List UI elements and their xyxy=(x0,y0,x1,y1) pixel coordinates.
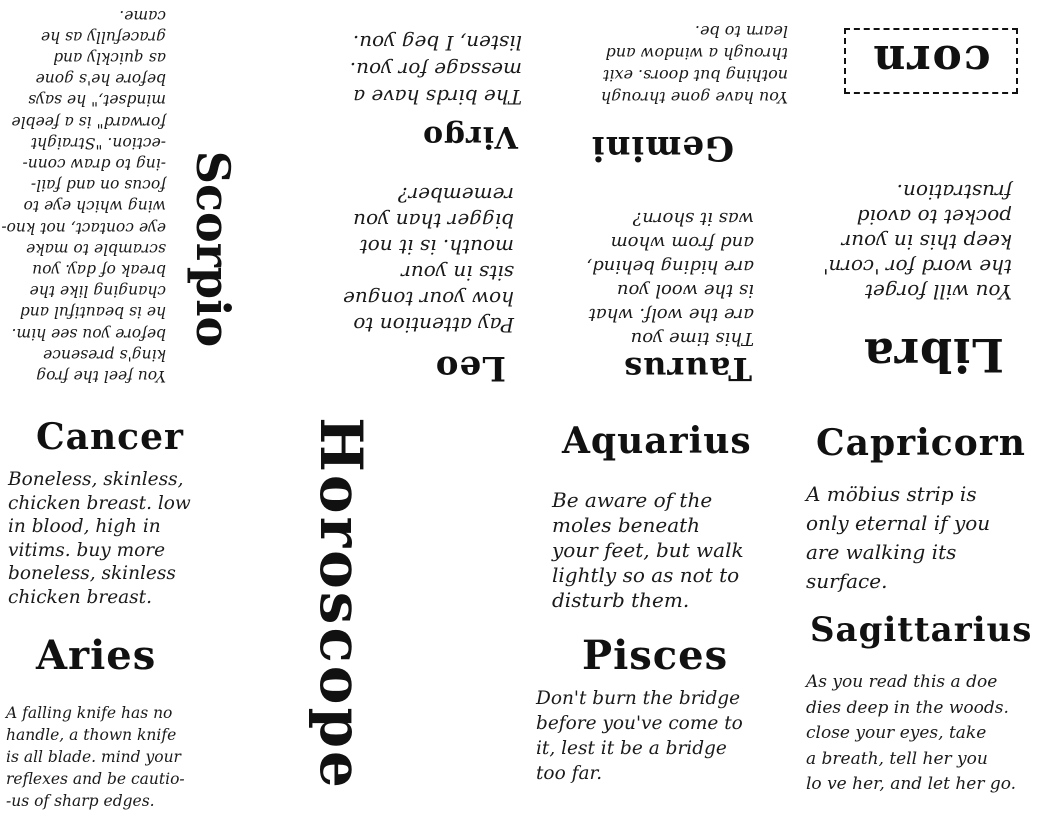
text-line: dies deep in the woods. xyxy=(806,697,1009,718)
text-line: wing which eye to xyxy=(23,197,166,216)
text-line: through a window and xyxy=(605,44,788,63)
text-line: mindset," he says xyxy=(28,91,166,110)
libra-text xyxy=(800,179,1012,304)
text-line: surface. xyxy=(806,569,888,593)
text-line: king's presence xyxy=(43,345,166,364)
text-line: You feel the frog xyxy=(36,367,166,385)
text-line: chicken breast. low xyxy=(8,492,191,514)
text-line: are the wolf. what xyxy=(588,304,754,325)
text-line: and from whom xyxy=(610,232,754,253)
text-line: before he's gone xyxy=(35,70,166,89)
text-line: You will forget xyxy=(864,280,1012,304)
aquarius-text xyxy=(552,488,792,613)
text-line: chicken breast. xyxy=(8,586,152,608)
leo-virgo-panel xyxy=(258,0,528,400)
text-line: Don't burn the bridge xyxy=(536,688,741,709)
text-line: as quickly and xyxy=(53,48,166,67)
text-line: boneless, skinless xyxy=(8,563,176,585)
text-line: a breath, tell her you xyxy=(806,748,988,769)
text-line: scramble to make xyxy=(26,239,166,258)
text-line: A falling knife has no xyxy=(6,704,173,722)
text-line: listen, I beg you. xyxy=(352,31,522,55)
virgo-title: Virgo xyxy=(422,119,518,154)
text-line: keep this in your xyxy=(841,230,1012,254)
text-line: your feet, but walk xyxy=(552,538,744,562)
gemini-title: Gemini xyxy=(590,128,734,168)
sagittarius-panel xyxy=(800,604,1056,816)
aries-text xyxy=(6,702,252,812)
aquarius-title: Aquarius xyxy=(562,420,752,462)
text-line: disturb them. xyxy=(552,588,690,612)
libra-panel xyxy=(800,0,1056,400)
text-line: -us of sharp edges. xyxy=(6,792,155,810)
text-line: moles beneath xyxy=(552,513,701,537)
text-line: The birds have a xyxy=(353,85,522,109)
corn-label: corn xyxy=(871,35,991,87)
text-line: eye contact, not kno- xyxy=(1,218,166,237)
text-line: frustration. xyxy=(896,180,1012,204)
sagittarius-text xyxy=(806,670,1056,798)
taurus-text xyxy=(530,206,754,350)
text-line: lightly so as not to xyxy=(552,563,740,587)
taurus-title: Taurus xyxy=(623,350,752,388)
text-line: lo ve her, and let her go. xyxy=(806,774,1017,794)
virgo-text xyxy=(258,29,522,110)
text-line: too far. xyxy=(536,763,603,784)
text-line: he is beautiful and xyxy=(19,303,166,322)
gemini-text xyxy=(530,20,788,108)
text-line: Boneless, skinless, xyxy=(8,469,184,490)
page-title: Horoscope xyxy=(307,417,375,791)
cancer-panel xyxy=(0,412,252,622)
text-line: before you've come to xyxy=(536,713,743,734)
text-line: focus on and fail- xyxy=(30,176,166,195)
horoscope-heading xyxy=(300,417,382,800)
text-line: Pay attention to xyxy=(353,313,514,337)
text-line: vitims. buy more xyxy=(8,539,166,561)
text-line: As you read this a doe xyxy=(806,672,998,692)
capricorn-text xyxy=(806,480,1056,596)
leo-text xyxy=(258,182,514,338)
text-line: pocket to avoid xyxy=(856,205,1012,229)
pisces-text xyxy=(536,686,792,786)
text-line: came. xyxy=(119,6,166,25)
sagittarius-title: Sagittarius xyxy=(810,610,1033,650)
capricorn-title: Capricorn xyxy=(816,422,1026,464)
text-line: changing like the xyxy=(29,282,166,301)
text-line: is all blade. mind your xyxy=(6,748,181,766)
scorpio-heading xyxy=(188,134,238,360)
taurus-gemini-panel xyxy=(530,0,792,400)
pisces-panel xyxy=(530,630,792,816)
scorpio-title: Scorpio xyxy=(186,150,240,348)
text-line: mouth. is it not xyxy=(359,235,514,259)
corn-cutout-box xyxy=(844,28,1018,94)
aries-panel xyxy=(0,628,252,816)
text-line: Be aware of the xyxy=(552,488,713,512)
cancer-text xyxy=(8,468,252,610)
text-line: message for you. xyxy=(349,58,522,82)
cancer-title: Cancer xyxy=(36,416,184,458)
text-line: learn to be. xyxy=(694,22,788,41)
aquarius-panel xyxy=(530,412,792,634)
scorpio-text xyxy=(0,4,166,386)
text-line: is the wool you xyxy=(616,280,754,301)
text-line: was it shorn? xyxy=(632,208,754,229)
text-line: forward" is a feeble xyxy=(11,112,166,131)
aries-title: Aries xyxy=(36,632,157,679)
text-line: are walking its xyxy=(806,540,957,564)
text-line: are hiding behind, xyxy=(586,256,754,277)
text-line: You have gone through xyxy=(600,88,788,107)
text-line: -ing to draw conn- xyxy=(22,154,166,173)
text-line: reflexes and be cautio- xyxy=(6,770,185,788)
text-line: only eternal if you xyxy=(806,511,991,535)
pisces-title: Pisces xyxy=(582,632,729,679)
text-line: bigger than you xyxy=(353,209,514,233)
text-line: before you see him. xyxy=(11,324,166,343)
text-line: -ection. "Straight xyxy=(30,133,166,152)
text-line: This time you xyxy=(630,328,754,349)
capricorn-panel xyxy=(800,412,1056,608)
text-line: remember? xyxy=(397,183,514,207)
text-line: how your tongue xyxy=(342,287,514,311)
text-line: nothing but doors. exit xyxy=(602,66,788,85)
text-line: gracefully as he xyxy=(40,27,166,46)
text-line: the word for 'corn' xyxy=(822,255,1012,279)
text-line: sits in your xyxy=(401,261,514,285)
text-line: in blood, high in xyxy=(8,516,161,538)
text-line: handle, a thown knife xyxy=(6,726,177,744)
text-line: A möbius strip is xyxy=(806,482,977,506)
text-line: it, lest it be a bridge xyxy=(536,738,727,759)
libra-title: Libra xyxy=(862,328,1004,382)
text-line: break of day. you xyxy=(32,260,166,279)
leo-title: Leo xyxy=(434,348,506,388)
text-line: close your eyes, take xyxy=(806,723,987,743)
